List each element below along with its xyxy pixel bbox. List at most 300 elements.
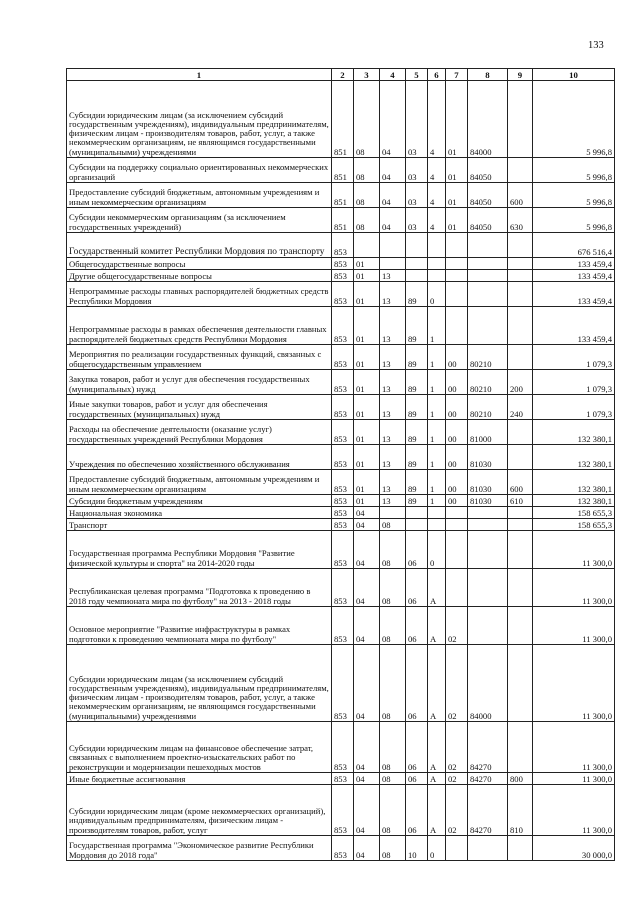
code-cell: 08	[380, 773, 406, 785]
code-cell: 01	[354, 495, 380, 507]
code-cell	[508, 233, 533, 258]
code-cell: 04	[354, 773, 380, 785]
table-row	[67, 445, 615, 470]
code-cell: 4	[428, 81, 446, 158]
code-cell	[508, 307, 533, 345]
table-row	[67, 495, 615, 507]
code-cell: А	[428, 607, 446, 645]
code-cell: 10	[406, 836, 428, 861]
code-cell: 04	[380, 183, 406, 208]
page-number: 133	[588, 40, 604, 51]
code-cell: 04	[354, 569, 380, 607]
amount-cell: 158 655,3	[533, 507, 615, 519]
code-cell: 853	[332, 785, 354, 836]
code-cell: 04	[354, 722, 380, 773]
code-cell: 02	[446, 785, 468, 836]
code-cell	[428, 233, 446, 258]
code-cell: 84270	[468, 785, 508, 836]
amount-cell: 11 300,0	[533, 531, 615, 569]
row-name-cell: Закупка товаров, работ и услуг для обеспечения государственных (муниципальных) нужд	[67, 370, 332, 395]
code-cell: 1	[428, 495, 446, 507]
code-cell: 08	[354, 183, 380, 208]
code-cell: 13	[380, 470, 406, 495]
code-cell: 610	[508, 495, 533, 507]
code-cell: 13	[380, 345, 406, 370]
code-cell: 81030	[468, 470, 508, 495]
row-name-cell: Национальная экономика	[67, 507, 332, 519]
table-row	[67, 607, 615, 645]
code-cell	[508, 531, 533, 569]
amount-cell: 158 655,3	[533, 519, 615, 531]
code-cell: 853	[332, 470, 354, 495]
code-cell: 89	[406, 307, 428, 345]
code-cell	[446, 270, 468, 282]
code-cell: 04	[380, 208, 406, 233]
code-cell: 03	[406, 158, 428, 183]
row-name-cell: Республиканская целевая программа "Подготовка к проведению в 2018 году чемпионата мира по футболу" на 2013 - 2018 годы	[67, 569, 332, 607]
amount-cell: 5 996,8	[533, 81, 615, 158]
code-cell	[406, 258, 428, 270]
code-cell	[508, 420, 533, 445]
row-name-cell: Иные бюджетные ассигнования	[67, 773, 332, 785]
code-cell: 13	[380, 282, 406, 307]
code-cell: 02	[446, 773, 468, 785]
amount-cell: 11 300,0	[533, 607, 615, 645]
code-cell: 08	[380, 569, 406, 607]
amount-cell: 11 300,0	[533, 569, 615, 607]
column-header: 5	[406, 69, 428, 81]
row-name-cell: Субсидии юридическим лицам (кроме некоммерческих организаций), индивидуальным предпринимателям, физическим лицам - производителям товаров, работ, услуг	[67, 785, 332, 836]
code-cell	[406, 270, 428, 282]
code-cell: 08	[380, 722, 406, 773]
amount-cell: 132 380,1	[533, 470, 615, 495]
code-cell: 08	[380, 645, 406, 722]
amount-cell: 132 380,1	[533, 495, 615, 507]
column-header: 9	[508, 69, 533, 81]
code-cell: 89	[406, 370, 428, 395]
code-cell: 853	[332, 531, 354, 569]
amount-cell: 676 516,4	[533, 233, 615, 258]
code-cell	[354, 233, 380, 258]
code-cell	[446, 519, 468, 531]
code-cell: 853	[332, 445, 354, 470]
code-cell	[508, 645, 533, 722]
table-row	[67, 836, 615, 861]
code-cell	[446, 307, 468, 345]
code-cell: 0	[428, 836, 446, 861]
code-cell: 84050	[468, 183, 508, 208]
code-cell: 02	[446, 607, 468, 645]
code-cell	[406, 519, 428, 531]
code-cell: 1	[428, 470, 446, 495]
code-cell: 851	[332, 208, 354, 233]
column-header: 2	[332, 69, 354, 81]
code-cell: 03	[406, 183, 428, 208]
amount-cell: 132 380,1	[533, 445, 615, 470]
row-name-cell: Непрограммные расходы главных распорядителей бюджетных средств Республики Мордовия	[67, 282, 332, 307]
code-cell	[428, 270, 446, 282]
code-cell	[508, 836, 533, 861]
code-cell: 853	[332, 258, 354, 270]
code-cell: 853	[332, 395, 354, 420]
code-cell: 06	[406, 607, 428, 645]
table-row	[67, 395, 615, 420]
column-header: 4	[380, 69, 406, 81]
row-name-cell: Транспорт	[67, 519, 332, 531]
code-cell: 1	[428, 445, 446, 470]
code-cell: 853	[332, 270, 354, 282]
code-cell: 00	[446, 495, 468, 507]
code-cell	[468, 607, 508, 645]
code-cell: 03	[406, 81, 428, 158]
code-cell: А	[428, 773, 446, 785]
amount-cell: 1 079,3	[533, 395, 615, 420]
code-cell: 84270	[468, 773, 508, 785]
code-cell: 13	[380, 445, 406, 470]
amount-cell: 5 996,8	[533, 183, 615, 208]
code-cell: 800	[508, 773, 533, 785]
row-name-cell: Субсидии бюджетным учреждениям	[67, 495, 332, 507]
budget-table	[66, 68, 615, 861]
code-cell: 853	[332, 607, 354, 645]
code-cell: 89	[406, 282, 428, 307]
amount-cell: 5 996,8	[533, 158, 615, 183]
amount-cell: 133 459,4	[533, 282, 615, 307]
code-cell: 06	[406, 531, 428, 569]
code-cell: 01	[354, 395, 380, 420]
code-cell: 1	[428, 345, 446, 370]
code-cell	[508, 282, 533, 307]
code-cell	[508, 270, 533, 282]
code-cell: 240	[508, 395, 533, 420]
code-cell: 01	[446, 208, 468, 233]
code-cell: 01	[354, 258, 380, 270]
code-cell: 01	[354, 445, 380, 470]
code-cell: 853	[332, 345, 354, 370]
column-header: 1	[67, 69, 332, 81]
code-cell: 84000	[468, 645, 508, 722]
code-cell: 04	[380, 158, 406, 183]
code-cell	[428, 519, 446, 531]
code-cell: 00	[446, 370, 468, 395]
code-cell: 01	[354, 282, 380, 307]
code-cell: 4	[428, 208, 446, 233]
code-cell: 06	[406, 722, 428, 773]
code-cell: 89	[406, 420, 428, 445]
code-cell	[508, 519, 533, 531]
code-cell	[468, 531, 508, 569]
table-row	[67, 531, 615, 569]
column-header: 10	[533, 69, 615, 81]
code-cell: 08	[354, 158, 380, 183]
amount-cell: 11 300,0	[533, 645, 615, 722]
code-cell: 04	[354, 507, 380, 519]
code-cell: А	[428, 785, 446, 836]
amount-cell: 11 300,0	[533, 773, 615, 785]
table-row	[67, 470, 615, 495]
code-cell: 01	[446, 81, 468, 158]
code-cell	[468, 282, 508, 307]
code-cell: 04	[354, 607, 380, 645]
code-cell: 08	[380, 607, 406, 645]
code-cell	[508, 507, 533, 519]
code-cell: А	[428, 645, 446, 722]
code-cell	[468, 233, 508, 258]
code-cell: 04	[380, 81, 406, 158]
code-cell	[508, 722, 533, 773]
code-cell: А	[428, 569, 446, 607]
code-cell: 84270	[468, 722, 508, 773]
code-cell: 4	[428, 183, 446, 208]
code-cell: 1	[428, 395, 446, 420]
code-cell: 01	[354, 307, 380, 345]
code-cell	[508, 569, 533, 607]
code-cell: 03	[406, 208, 428, 233]
code-cell: 630	[508, 208, 533, 233]
code-cell: 89	[406, 445, 428, 470]
code-cell: 04	[354, 836, 380, 861]
code-cell: 1	[428, 307, 446, 345]
code-cell: 08	[354, 81, 380, 158]
code-cell: 853	[332, 307, 354, 345]
code-cell	[508, 258, 533, 270]
code-cell	[508, 445, 533, 470]
table-row	[67, 519, 615, 531]
code-cell	[468, 519, 508, 531]
amount-cell: 133 459,4	[533, 270, 615, 282]
code-cell: 851	[332, 183, 354, 208]
code-cell	[468, 836, 508, 861]
code-cell: 4	[428, 158, 446, 183]
code-cell	[508, 607, 533, 645]
code-cell: 1	[428, 420, 446, 445]
code-cell: 1	[428, 370, 446, 395]
table-row	[67, 282, 615, 307]
amount-cell: 132 380,1	[533, 420, 615, 445]
table-row	[67, 645, 615, 722]
table-row	[67, 345, 615, 370]
code-cell: 06	[406, 773, 428, 785]
code-cell	[508, 345, 533, 370]
row-name-cell: Государственный комитет Республики Мордовия по транспорту	[67, 233, 332, 258]
row-name-cell: Учреждения по обеспечению хозяйственного обслуживания	[67, 445, 332, 470]
row-name-cell: Субсидии некоммерческим организациям (за исключением государственных учреждений)	[67, 208, 332, 233]
table-row	[67, 773, 615, 785]
code-cell	[446, 258, 468, 270]
code-cell: 853	[332, 722, 354, 773]
row-name-cell: Расходы на обеспечение деятельности (оказание услуг) государственных учреждений Республики Мордовия	[67, 420, 332, 445]
amount-cell: 30 000,0	[533, 836, 615, 861]
code-cell	[446, 836, 468, 861]
code-cell: 80210	[468, 395, 508, 420]
code-cell: 13	[380, 395, 406, 420]
code-cell: 13	[380, 370, 406, 395]
code-cell: 200	[508, 370, 533, 395]
row-name-cell: Непрограммные расходы в рамках обеспечения деятельности главных распорядителей бюджетных средств Республики Мордовия	[67, 307, 332, 345]
code-cell: 84050	[468, 208, 508, 233]
code-cell	[508, 81, 533, 158]
row-name-cell: Другие общегосударственные вопросы	[67, 270, 332, 282]
code-cell: 00	[446, 420, 468, 445]
code-cell	[428, 258, 446, 270]
table-body	[67, 81, 615, 861]
column-header: 8	[468, 69, 508, 81]
code-cell: 01	[446, 158, 468, 183]
row-name-cell: Государственная программа Республики Мордовия "Развитие физической культуры и спорта" на 2014-2020 годы	[67, 531, 332, 569]
code-cell	[468, 307, 508, 345]
code-cell: 853	[332, 282, 354, 307]
row-name-cell: Мероприятия по реализации государственных функций, связанных с общегосударственным управлением	[67, 345, 332, 370]
table-row	[67, 569, 615, 607]
code-cell	[446, 233, 468, 258]
amount-cell: 5 996,8	[533, 208, 615, 233]
code-cell: 0	[428, 531, 446, 569]
code-cell: 851	[332, 81, 354, 158]
header-row	[67, 69, 615, 81]
code-cell: 80210	[468, 370, 508, 395]
table-row	[67, 233, 615, 258]
table-row	[67, 507, 615, 519]
code-cell: 810	[508, 785, 533, 836]
table-row	[67, 307, 615, 345]
code-cell: 600	[508, 183, 533, 208]
code-cell: 08	[380, 785, 406, 836]
code-cell	[406, 507, 428, 519]
code-cell	[468, 507, 508, 519]
code-cell: 08	[380, 836, 406, 861]
amount-cell: 1 079,3	[533, 345, 615, 370]
code-cell: 08	[380, 531, 406, 569]
code-cell: 81030	[468, 495, 508, 507]
code-cell: 853	[332, 233, 354, 258]
code-cell	[380, 233, 406, 258]
row-name-cell: Иные закупки товаров, работ и услуг для обеспечения государственных (муниципальных) нужд	[67, 395, 332, 420]
table-row	[67, 81, 615, 158]
code-cell	[468, 270, 508, 282]
code-cell: 851	[332, 158, 354, 183]
code-cell: 13	[380, 270, 406, 282]
row-name-cell: Общегосударственные вопросы	[67, 258, 332, 270]
code-cell: 853	[332, 836, 354, 861]
code-cell	[446, 569, 468, 607]
row-name-cell: Предоставление субсидий бюджетным, автономным учреждениям и иным некоммерческим организациям	[67, 183, 332, 208]
code-cell: 853	[332, 569, 354, 607]
code-cell	[446, 282, 468, 307]
code-cell: 853	[332, 645, 354, 722]
code-cell: 08	[380, 519, 406, 531]
code-cell: 853	[332, 370, 354, 395]
code-cell: 04	[354, 531, 380, 569]
table-row	[67, 258, 615, 270]
code-cell: 89	[406, 395, 428, 420]
table-row	[67, 370, 615, 395]
table-row	[67, 183, 615, 208]
code-cell	[406, 233, 428, 258]
code-cell	[508, 158, 533, 183]
code-cell: 06	[406, 569, 428, 607]
code-cell: 08	[354, 208, 380, 233]
code-cell: 01	[354, 370, 380, 395]
code-cell: 600	[508, 470, 533, 495]
code-cell: 84050	[468, 158, 508, 183]
code-cell: 02	[446, 645, 468, 722]
code-cell: 01	[446, 183, 468, 208]
code-cell: 01	[354, 470, 380, 495]
row-name-cell: Субсидии юридическим лицам (за исключением субсидий государственным учреждениям), индивидуальным предпринимателям, физическим лицам - производителям товаров, работ, услуг, а также некоммерческим организациям, не являющимся государственными (муниципальными) учреждениями	[67, 645, 332, 722]
code-cell: 00	[446, 395, 468, 420]
table-row	[67, 722, 615, 773]
amount-cell: 133 459,4	[533, 258, 615, 270]
code-cell	[380, 507, 406, 519]
code-cell: 13	[380, 420, 406, 445]
code-cell	[446, 507, 468, 519]
amount-cell: 11 300,0	[533, 722, 615, 773]
row-name-cell: Субсидии юридическим лицам (за исключением субсидий государственным учреждениям), индивидуальным предпринимателям, физическим лицам - производителям товаров, работ, услуг, а также некоммерческим организациям, не являющимся государственными (муниципальными) учреждениями	[67, 81, 332, 158]
amount-cell: 11 300,0	[533, 785, 615, 836]
code-cell: 84000	[468, 81, 508, 158]
code-cell	[468, 258, 508, 270]
code-cell: 853	[332, 519, 354, 531]
table-row	[67, 270, 615, 282]
amount-cell: 133 459,4	[533, 307, 615, 345]
code-cell: 81000	[468, 420, 508, 445]
code-cell: 853	[332, 495, 354, 507]
code-cell: 81030	[468, 445, 508, 470]
row-name-cell: Государственная программа "Экономическое развитие Республики Мордовия до 2018 года"	[67, 836, 332, 861]
code-cell: 00	[446, 345, 468, 370]
code-cell: 89	[406, 470, 428, 495]
code-cell: 01	[354, 345, 380, 370]
code-cell: 01	[354, 270, 380, 282]
code-cell	[446, 531, 468, 569]
column-header: 6	[428, 69, 446, 81]
code-cell: 04	[354, 519, 380, 531]
row-name-cell: Субсидии юридическим лицам на финансовое обеспечение затрат, связанных с выполнением проектно-изыскательских работ по реконструкции и модернизации пешеходных мостов	[67, 722, 332, 773]
row-name-cell: Основное мероприятие "Развитие инфраструктуры в рамках подготовки к проведению чемпионата мира по футболу"	[67, 607, 332, 645]
code-cell: 06	[406, 645, 428, 722]
column-header: 7	[446, 69, 468, 81]
amount-cell: 1 079,3	[533, 370, 615, 395]
row-name-cell: Субсидии на поддержку социально ориентированных некоммерческих организаций	[67, 158, 332, 183]
code-cell	[380, 258, 406, 270]
code-cell: 02	[446, 722, 468, 773]
code-cell: А	[428, 722, 446, 773]
code-cell	[428, 507, 446, 519]
code-cell: 853	[332, 773, 354, 785]
code-cell: 80210	[468, 345, 508, 370]
code-cell: 853	[332, 507, 354, 519]
table-row	[67, 158, 615, 183]
code-cell: 04	[354, 645, 380, 722]
code-cell: 00	[446, 470, 468, 495]
column-header: 3	[354, 69, 380, 81]
table-row	[67, 785, 615, 836]
code-cell: 0	[428, 282, 446, 307]
code-cell	[468, 569, 508, 607]
code-cell: 89	[406, 345, 428, 370]
code-cell: 06	[406, 785, 428, 836]
code-cell: 13	[380, 495, 406, 507]
code-cell: 00	[446, 445, 468, 470]
code-cell: 853	[332, 420, 354, 445]
table-row	[67, 420, 615, 445]
code-cell: 13	[380, 307, 406, 345]
code-cell: 01	[354, 420, 380, 445]
table-row	[67, 208, 615, 233]
code-cell: 04	[354, 785, 380, 836]
row-name-cell: Предоставление субсидий бюджетным, автономным учреждениям и иным некоммерческим организациям	[67, 470, 332, 495]
code-cell: 89	[406, 495, 428, 507]
